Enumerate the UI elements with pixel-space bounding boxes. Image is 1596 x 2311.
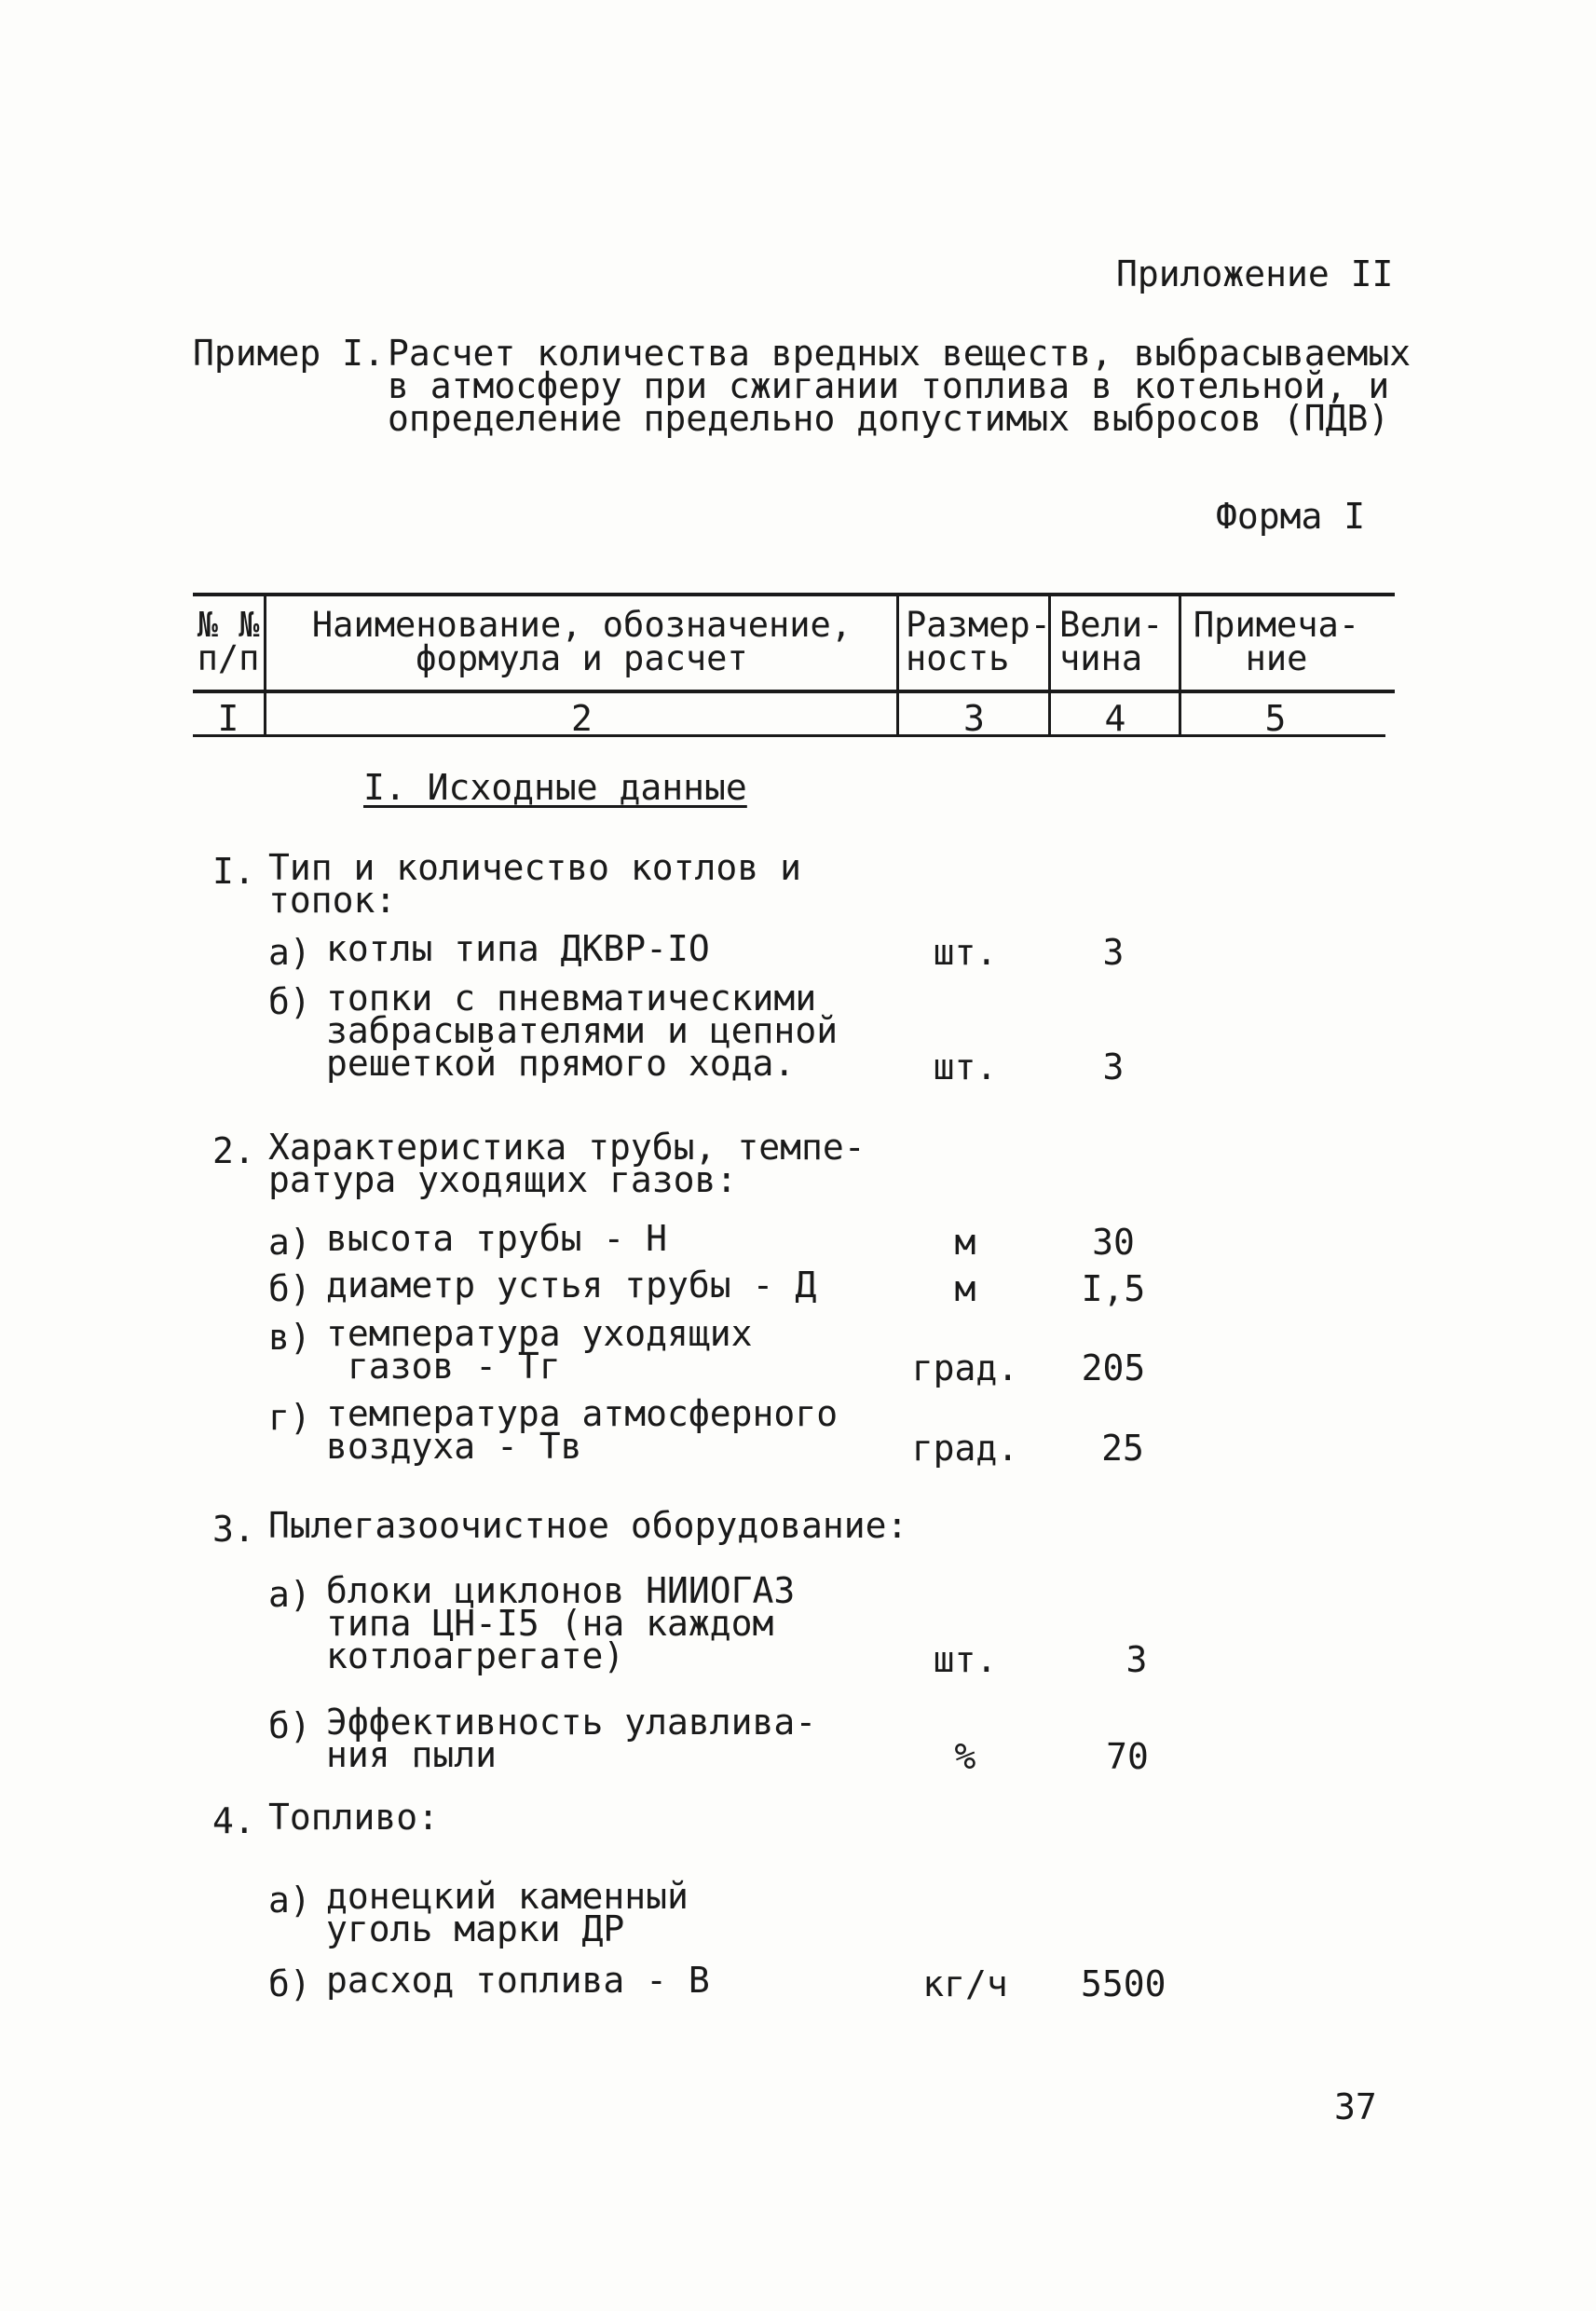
example-title-line-2: в атмосферу при сжигании топлива в котельной, и: [388, 365, 1390, 406]
subitem-letter: а): [268, 1880, 311, 1921]
form-label: Форма I: [1216, 496, 1366, 537]
header-col-unit: Размер- ность: [906, 605, 1051, 678]
subitem-value: 5500: [1081, 1963, 1166, 2004]
example-label: Пример I.: [193, 333, 385, 374]
subitem-letter: а): [268, 1222, 311, 1263]
subitem-value: I,5: [1081, 1268, 1146, 1309]
col-number-2: 2: [571, 698, 593, 739]
subitem-text: расход топлива - В: [326, 1960, 710, 2001]
subitem-value: 3: [1102, 932, 1125, 973]
subitem-letter: в): [268, 1317, 311, 1358]
subitem-value: 70: [1106, 1736, 1149, 1777]
item-text: Тип и количество котлов и топок:: [268, 847, 801, 921]
col-divider-1: [264, 596, 266, 736]
subitem-value: 30: [1092, 1222, 1135, 1263]
header-col-note: Примеча- ние: [1193, 605, 1360, 678]
subitem-text: Эффективность улавлива- ния пыли: [326, 1702, 817, 1775]
subitem-unit: м: [954, 1222, 976, 1263]
subitem-text: донецкий каменный уголь марки ДР: [326, 1876, 689, 1949]
subitem-letter: а): [268, 932, 311, 973]
header-col-number: № № п/п: [197, 605, 260, 678]
subitem-value: 3: [1102, 1046, 1125, 1087]
item-text: Пылегазоочистное оборудование:: [268, 1505, 908, 1546]
subitem-letter: б): [268, 1963, 311, 2004]
table-mid-rule: [193, 690, 1395, 693]
appendix-label: Приложение II: [1116, 253, 1394, 294]
subitem-text: диаметр устья трубы - Д: [326, 1265, 817, 1306]
subitem-letter: г): [268, 1397, 311, 1438]
subitem-unit: град.: [911, 1428, 1019, 1469]
col-divider-4: [1179, 596, 1181, 736]
example-title-line-1: Расчет количества вредных веществ, выбрасываемых: [388, 333, 1412, 374]
subitem-text: котлы типа ДКВР-IO: [326, 928, 710, 969]
item-number: 3.: [212, 1509, 255, 1550]
subitem-letter: б): [268, 1705, 311, 1746]
col-number-4: 4: [1104, 698, 1126, 739]
item-number: I.: [212, 851, 255, 892]
col-number-1: I: [217, 698, 239, 739]
table-top-rule: [193, 593, 1395, 596]
header-col-value: Вели- чина: [1059, 605, 1164, 678]
subitem-unit: шт.: [933, 1639, 998, 1680]
subitem-text: блоки циклонов НИИОГАЗ типа ЦН-I5 (на каждом котлоагрегате): [326, 1570, 796, 1676]
item-text: Характеристика трубы, темпе- ратура уходящих газов:: [268, 1127, 866, 1200]
subitem-letter: б): [268, 981, 311, 1022]
subitem-value: 25: [1101, 1428, 1144, 1469]
item-number: 2.: [212, 1130, 255, 1171]
subitem-text: высота трубы - Н: [326, 1218, 668, 1259]
subitem-letter: а): [268, 1574, 311, 1615]
subitem-unit: град.: [911, 1347, 1019, 1388]
subitem-unit: %: [954, 1736, 976, 1777]
item-number: 4.: [212, 1800, 255, 1841]
subitem-unit: м: [954, 1268, 976, 1309]
subitem-text: температура уходящих газов - Тг: [326, 1313, 753, 1387]
subitem-text: топки с пневматическими забрасывателями и цепной решеткой прямого хода.: [326, 978, 839, 1084]
page-number: 37: [1334, 2086, 1377, 2127]
example-title-line-3: определение предельно допустимых выбросов (ПДВ): [388, 398, 1390, 439]
subitem-text: температура атмосферного воздуха - Тв: [326, 1393, 839, 1467]
subitem-letter: б): [268, 1268, 311, 1309]
subitem-value: 205: [1081, 1347, 1146, 1388]
header-col-name: Наименование, обозначение, формула и расчет: [311, 605, 853, 678]
subitem-unit: шт.: [933, 932, 998, 973]
section-title: I. Исходные данные: [363, 767, 747, 808]
col-number-3: 3: [963, 698, 985, 739]
subitem-unit: шт.: [933, 1046, 998, 1087]
col-number-5: 5: [1264, 698, 1287, 739]
item-text: Топливо:: [268, 1797, 440, 1838]
subitem-unit: кг/ч: [922, 1963, 1008, 2004]
subitem-value: 3: [1125, 1639, 1148, 1680]
col-divider-2: [896, 596, 899, 736]
